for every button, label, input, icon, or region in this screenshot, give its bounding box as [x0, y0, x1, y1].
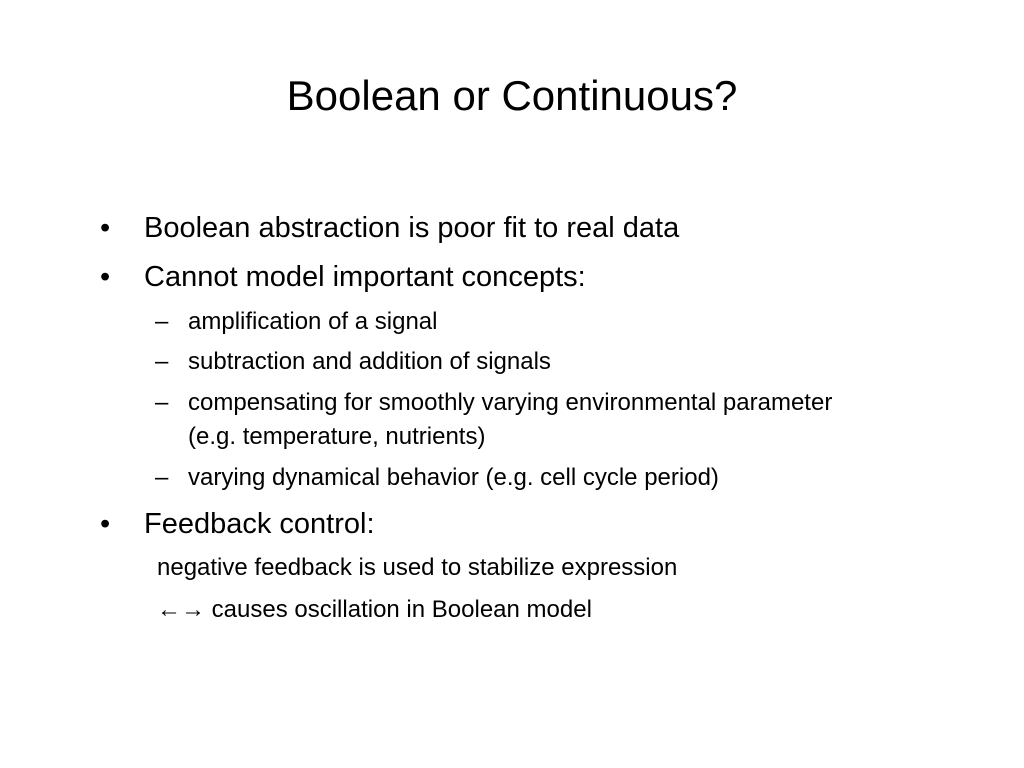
bullet-text: Cannot model important concepts:	[144, 261, 586, 293]
bullet-marker: •	[100, 212, 111, 244]
bullet-text: Boolean abstraction is poor fit to real data	[144, 212, 680, 244]
dash-marker: –	[155, 348, 169, 375]
slide-title: Boolean or Continuous?	[286, 72, 738, 119]
dash-marker: –	[155, 464, 169, 491]
sub-bullet-text: (e.g. temperature, nutrients)	[188, 423, 486, 450]
dash-marker: –	[155, 308, 169, 335]
bullet-text: Feedback control:	[144, 508, 375, 540]
feedback-note: negative feedback is used to stabilize expression	[157, 554, 678, 581]
sub-bullet-text: subtraction and addition of signals	[188, 348, 551, 375]
sub-bullet-text: varying dynamical behavior (e.g. cell cycle period)	[188, 464, 719, 491]
bullet-marker: •	[100, 261, 111, 293]
sub-bullet-text: compensating for smoothly varying environmental parameter	[188, 389, 833, 416]
sub-bullet-text: amplification of a signal	[188, 308, 438, 335]
feedback-note: ←→ causes oscillation in Boolean model	[157, 596, 592, 623]
dash-marker: –	[155, 389, 169, 416]
bullet-marker: •	[100, 508, 111, 540]
